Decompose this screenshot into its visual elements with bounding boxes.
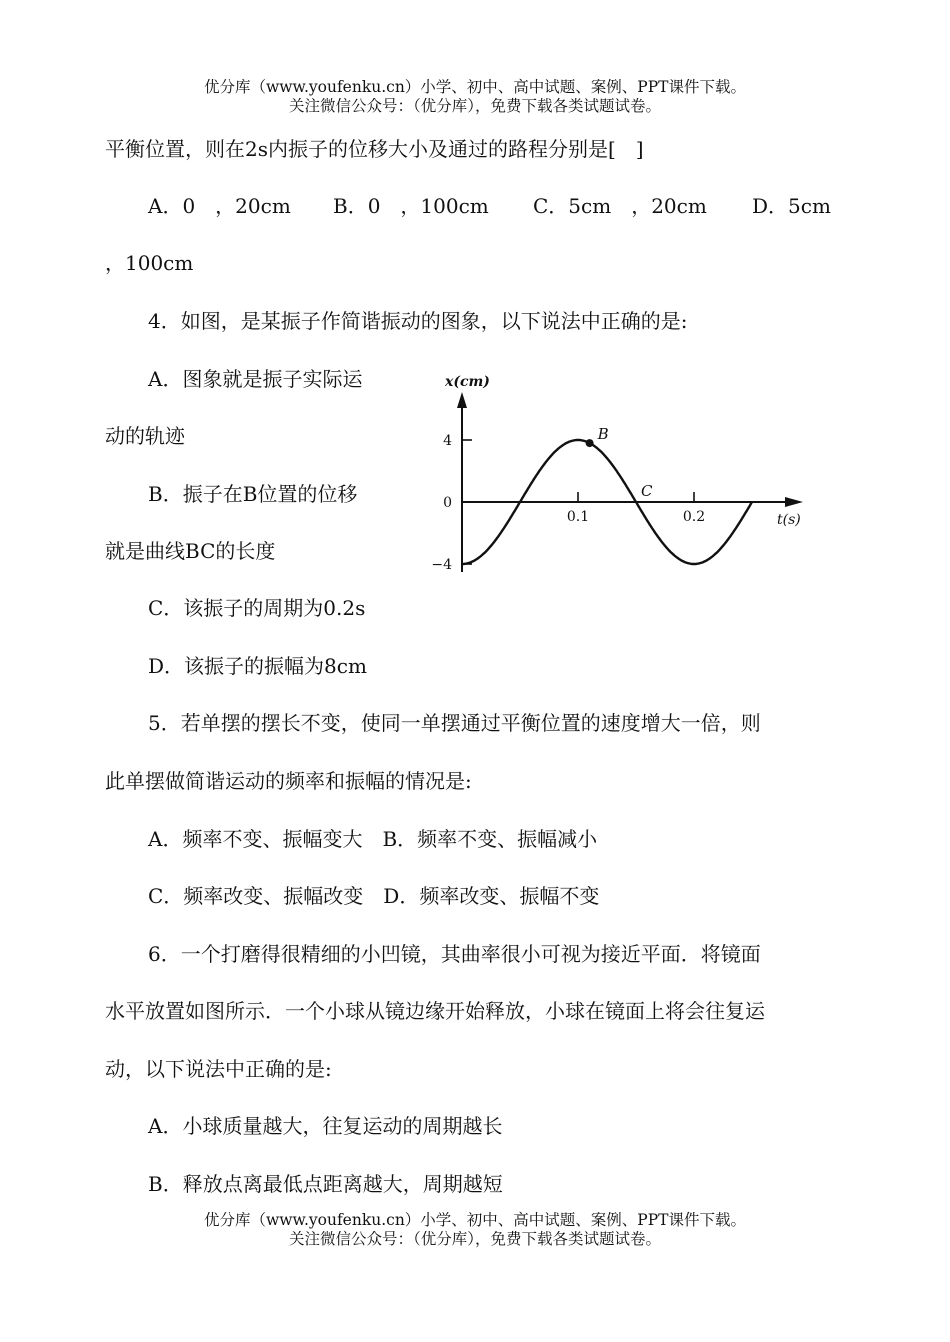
q5-options-row1: A．频率不变、振幅变大 B．频率不变、振幅减小 bbox=[148, 827, 598, 851]
q3-option-c: C．5cm ，20cm bbox=[533, 194, 707, 218]
q3-option-d: D．5cm bbox=[752, 194, 831, 218]
q4-option-b-line1: B．振子在B位置的位移 bbox=[148, 482, 358, 506]
point-c-label: C bbox=[641, 482, 653, 500]
q6-option-b: B．释放点离最低点距离越大，周期越短 bbox=[148, 1172, 503, 1196]
q5-stem-line2: 此单摆做简谐运动的频率和振幅的情况是: bbox=[105, 769, 472, 793]
q6-option-a: A．小球质量越大，往复运动的周期越长 bbox=[148, 1114, 503, 1138]
q5-stem-line1: 5．若单摆的摆长不变，使同一单摆通过平衡位置的速度增大一倍，则 bbox=[148, 711, 761, 735]
q4-option-a-line1: A．图象就是振子实际运 bbox=[148, 367, 363, 391]
q6-stem-line2: 水平放置如图所示．一个小球从镜边缘开始释放，小球在镜面上将会往复运 bbox=[105, 999, 765, 1023]
y-tick-label-1: 0 bbox=[443, 495, 452, 511]
x-tick-label-0: 0.1 bbox=[566, 509, 590, 525]
q3-option-d-wrap: ，100cm bbox=[105, 251, 194, 275]
point-b-marker bbox=[586, 439, 594, 447]
footer-line-2: 关注微信公众号：（优分库），免费下载各类试题试卷。 bbox=[288, 1230, 661, 1248]
y-axis-arrow bbox=[457, 392, 467, 408]
q6-stem-line3: 动，以下说法中正确的是: bbox=[105, 1057, 332, 1081]
footer-line-1: 优分库（www.youfenku.cn）小学、初中、高中试题、案例、PPT课件下载。 bbox=[203, 1211, 747, 1229]
y-axis-label: x(cm) bbox=[445, 374, 490, 390]
point-b-label: B bbox=[597, 425, 609, 444]
y-tick-label-0: 4 bbox=[443, 433, 452, 449]
x-axis-arrow bbox=[785, 497, 803, 507]
q5-options-row2: C．频率改变、振幅改变 D．频率改变、振幅不变 bbox=[148, 884, 600, 908]
x-axis-label: t(s) bbox=[777, 512, 801, 528]
graph-axes bbox=[457, 392, 803, 572]
header-line-2: 关注微信公众号：（优分库），免费下载各类试题试卷。 bbox=[288, 97, 661, 115]
q4-option-a-line2: 动的轨迹 bbox=[105, 424, 185, 448]
oscillation-graph bbox=[425, 362, 825, 592]
q6-stem-line1: 6．一个打磨得很精细的小凹镜，其曲率很小可视为接近平面．将镜面 bbox=[148, 942, 761, 966]
q4-option-d: D．该振子的振幅为8cm bbox=[148, 654, 367, 678]
x-tick-label-1: 0.2 bbox=[682, 509, 706, 525]
q3-stem-tail: 平衡位置，则在2s内振子的位移大小及通过的路程分别是[ ] bbox=[105, 137, 644, 161]
y-tick-label-2: −4 bbox=[431, 557, 452, 573]
q3-option-a: A．0 ，20cm bbox=[148, 194, 291, 218]
q4-option-b-line2: 就是曲线BC的长度 bbox=[105, 539, 276, 563]
q4-option-c: C．该振子的周期为0.2s bbox=[148, 596, 366, 620]
q3-option-b: B．0 ，100cm bbox=[333, 194, 489, 218]
q4-stem: 4．如图，是某振子作简谐振动的图象，以下说法中正确的是: bbox=[148, 309, 688, 333]
header-line-1: 优分库（www.youfenku.cn）小学、初中、高中试题、案例、PPT课件下载。 bbox=[203, 78, 747, 96]
